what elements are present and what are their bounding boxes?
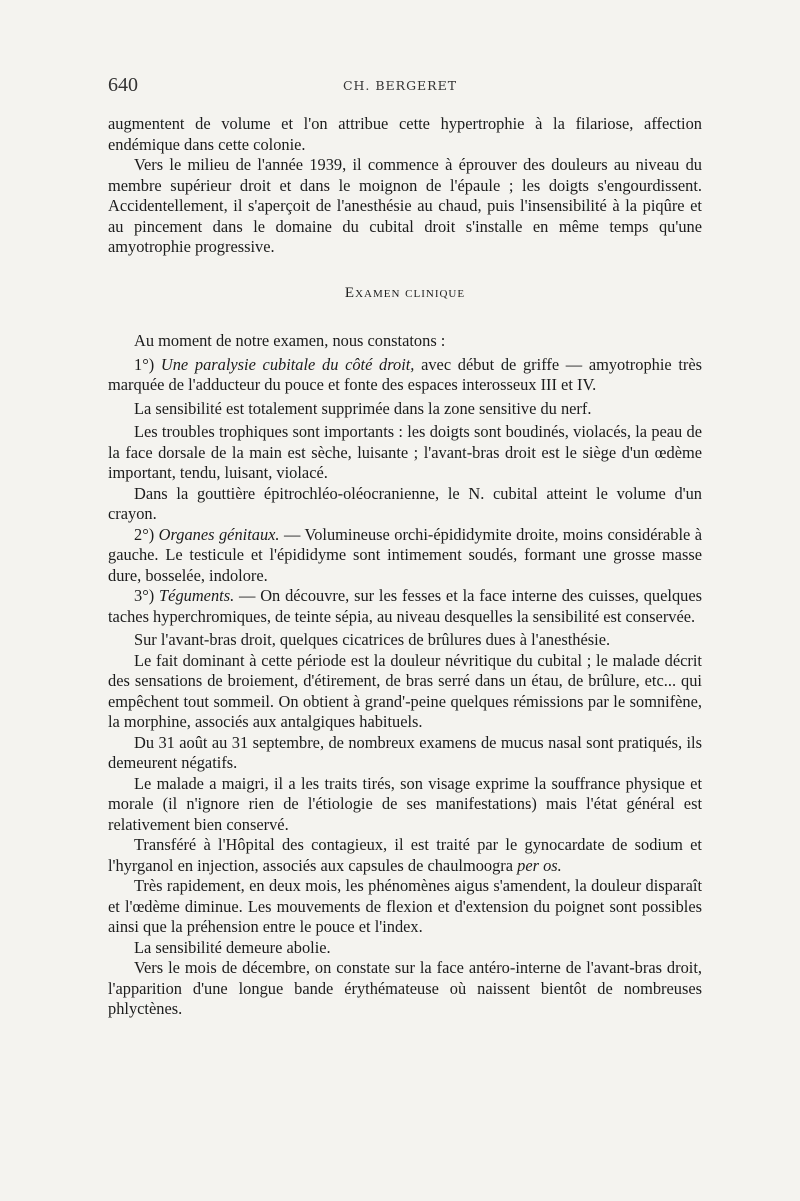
page-body <box>108 114 702 1020</box>
paragraph: Dans la gouttière épitrochléo-oléocranienne, le N. cubital atteint le volume d'un crayon. <box>108 483 702 523</box>
item-number: 2°) <box>134 524 159 544</box>
item-title: Téguments. <box>159 586 235 605</box>
paragraph <box>108 525 702 587</box>
paragraph: Sur l'avant-bras droit, quelques cicatrices de brûlures dues à l'anesthésie. <box>134 630 611 649</box>
paragraph: Très rapidement, en deux mois, les phénomènes aigus s'amendent, la douleur disparaît et l'œdème diminue. Les mouvements de flexion et d'extension du poignet sont possibles ainsi que la préhension entre le pouce et l'index. <box>108 876 702 936</box>
paragraph: Vers le mois de décembre, on constate sur la face antéro-interne de l'avant-bras droit, l'apparition d'une longue bande érythémateuse où naissent bientôt de nombreuses phlyctènes. <box>108 958 702 1018</box>
paragraph <box>108 835 702 876</box>
item-number: 3°) <box>134 586 160 605</box>
item-title: Une paralysie cubitale du côté droit, <box>160 354 415 374</box>
item-number: 1°) <box>134 354 161 374</box>
paragraph: La sensibilité demeure abolie. <box>134 937 331 957</box>
running-head: CH. BERGERET <box>342 78 458 93</box>
paragraph: Au moment de notre examen, nous constatons : <box>134 331 446 350</box>
paragraph: Le fait dominant à cette période est la douleur névritique du cubital ; le malade décrit des sensations de broiement, d'étirement, de bras serré dans un étau, de brûlure, etc... qui empêchent tout sommeil. On obtient à grand'-peine quelques rémissions par le somnifène, la morphine, associés aux antalgiques habituels. <box>108 650 702 731</box>
item-title: Organes génitaux. <box>158 524 280 544</box>
paragraph <box>108 355 702 396</box>
item-text: avec début de griffe — amyotrophie très marquée de l'adducteur du pouce et fonte des espaces interosseux III et IV. <box>108 354 702 394</box>
paragraph-text: Transféré à l'Hôpital des contagieux, il est traité par le gynocardate de sodium et l'hyrganol en injection, associés aux capsules de chaulmoogra <box>108 835 702 875</box>
paragraph: La sensibilité est totalement supprimée dans la zone sensitive du nerf. <box>134 398 592 418</box>
paragraph: augmentent de volume et l'on attribue cette hypertrophie à la filariose, affection endémique dans cette colonie. <box>108 114 702 154</box>
latin-phrase: per os. <box>517 855 562 875</box>
paragraph: Les troubles trophiques sont importants : les doigts sont boudinés, violacés, la peau de la face dorsale de la main est sèche, luisante ; l'avant-bras droit est le siège d'un œdème important, tendu, luisant, violacé. <box>108 422 702 482</box>
section-title: Examen clinique <box>344 284 466 301</box>
page-header <box>108 74 692 98</box>
item-text: — On découvre, sur les fesses et la face interne des cuisses, quelques taches hyperchromiques, de teinte sépia, au niveau desquelles la sensibilité est conservée. <box>108 586 702 626</box>
paragraph <box>108 586 702 627</box>
paragraph: Du 31 août au 31 septembre, de nombreux examens de mucus nasal sont pratiqués, ils demeurent négatifs. <box>108 732 702 772</box>
paragraph: Vers le milieu de l'année 1939, il commence à éprouver des douleurs au niveau du membre supérieur droit et dans le moignon de l'épaule ; les doigts s'engourdissent. Accidentellement, il s'aperçoit de l'anesthésie au chaud, puis l'insensibilité à la piqûre et au pincement dans le domaine du cubital droit s'installe en même temps qu'une amyotrophie progressive. <box>108 155 702 256</box>
page-number: 640 <box>108 74 138 96</box>
item-text: — Volumineuse orchi-épididymite droite, moins considérable à gauche. Le testicule et l'épididyme sont intimement soudés, formant une grosse masse dure, bosselée, indolore. <box>108 524 702 585</box>
paragraph: Le malade a maigri, il a les traits tirés, son visage exprime la souffrance physique et morale (il n'ignore rien de l'étiologie de ses manifestations) mais l'état général est relativement bien conservé. <box>108 773 702 834</box>
